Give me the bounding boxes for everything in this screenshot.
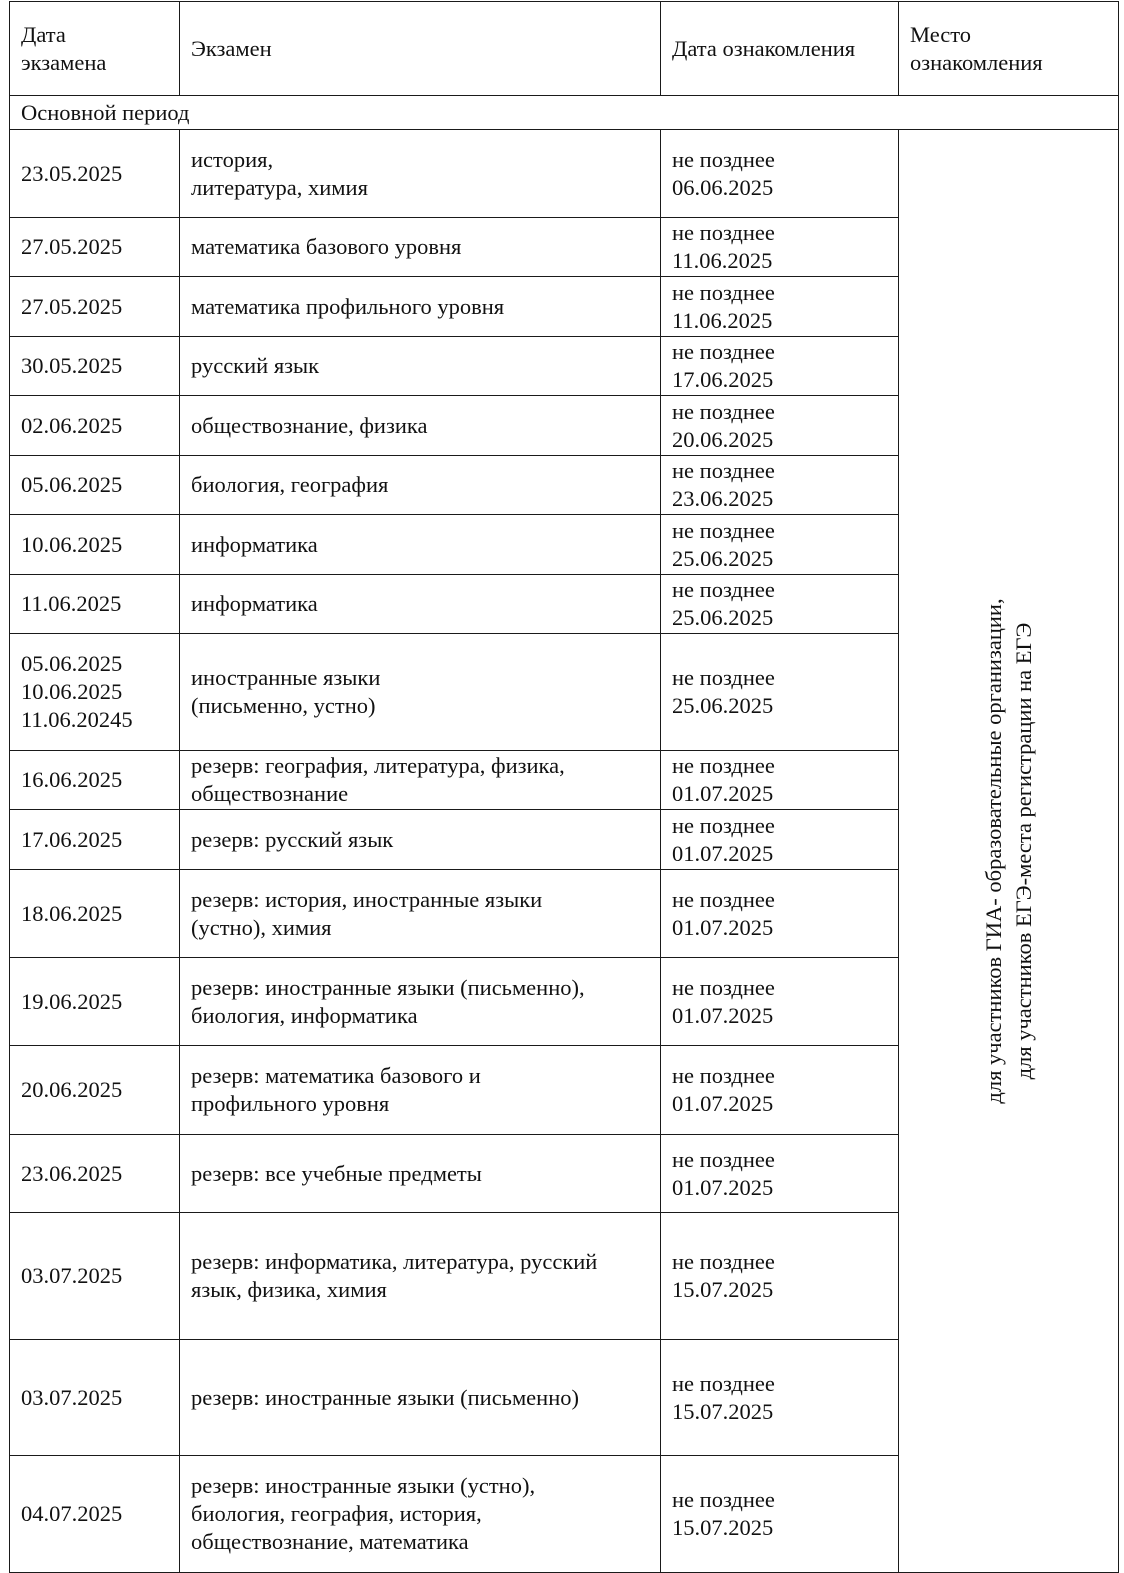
- familiarization-date: 01.07.2025: [672, 1002, 774, 1028]
- familiarization-date-cell: [661, 575, 899, 634]
- exam-subject-cell: [180, 751, 661, 810]
- header-familiarization-place: Место ознакомления: [899, 2, 1119, 96]
- exam-subject: обществознание, математика: [191, 1529, 469, 1554]
- exam-subject: иностранные языки: [191, 665, 381, 690]
- exam-schedule-table: [9, 1, 1119, 1573]
- header-exam: Экзамен: [180, 2, 661, 96]
- familiarization-place-line: для участников ГИА- образовательные организации,: [980, 598, 1006, 1104]
- exam-date: 03.07.2025: [21, 1263, 123, 1288]
- familiarization-date: не позднее: [672, 1487, 775, 1512]
- exam-date-cell: [10, 1456, 180, 1573]
- familiarization-date: не позднее: [672, 1370, 775, 1396]
- exam-subject: резерв: русский язык: [191, 826, 394, 852]
- familiarization-date: 11.06.2025: [672, 248, 773, 273]
- exam-subject-cell: [180, 1340, 661, 1456]
- exam-date: 16.06.2025: [21, 767, 123, 792]
- exam-subject-cell: [180, 810, 661, 870]
- exam-subject: резерв: информатика, литература, русский: [191, 1249, 598, 1274]
- familiarization-date: 15.07.2025: [672, 1277, 774, 1302]
- exam-subject: математика профильного уровня: [191, 293, 505, 319]
- familiarization-date: 25.06.2025: [672, 693, 774, 718]
- exam-date-cell: [10, 277, 180, 337]
- exam-subject-cell: [180, 218, 661, 277]
- familiarization-date: 01.07.2025: [672, 840, 774, 866]
- familiarization-date: 17.06.2025: [672, 367, 774, 392]
- familiarization-date-cell: [661, 515, 899, 575]
- familiarization-date-cell: [661, 870, 899, 958]
- exam-subject: язык, физика, химия: [191, 1277, 387, 1302]
- familiarization-date-cell: [661, 1046, 899, 1135]
- familiarization-date: не позднее: [672, 398, 775, 424]
- exam-subject: резерв: все учебные предметы: [191, 1160, 482, 1186]
- exam-date-cell: [10, 1135, 180, 1213]
- familiarization-date-cell: [661, 634, 899, 751]
- exam-subject-cell: [180, 1135, 661, 1213]
- exam-date: 20.06.2025: [21, 1077, 123, 1102]
- familiarization-date: не позднее: [672, 665, 775, 690]
- familiarization-date-cell: [661, 1135, 899, 1213]
- familiarization-date-cell: [661, 751, 899, 810]
- exam-date-cell: [10, 218, 180, 277]
- exam-subject-cell: [180, 1046, 661, 1135]
- exam-subject-cell: [180, 1213, 661, 1340]
- exam-date: 27.05.2025: [21, 293, 123, 319]
- exam-subject: обществознание, физика: [191, 412, 428, 438]
- exam-subject: информатика: [191, 531, 318, 557]
- exam-subject: (устно), химия: [191, 914, 332, 940]
- exam-date: 04.07.2025: [21, 1501, 123, 1526]
- familiarization-date: 01.07.2025: [672, 781, 774, 806]
- exam-date-cell: [10, 810, 180, 870]
- exam-date-cell: [10, 1340, 180, 1456]
- exam-date-cell: [10, 396, 180, 456]
- exam-subject: русский язык: [191, 353, 320, 378]
- familiarization-date: не позднее: [672, 577, 775, 602]
- exam-date: 11.06.2025: [21, 591, 122, 616]
- table-row: [10, 130, 1119, 218]
- exam-date-cell: [10, 1046, 180, 1135]
- familiarization-date: 23.06.2025: [672, 486, 774, 511]
- exam-date: 05.06.2025: [21, 472, 123, 497]
- familiarization-date-cell: [661, 130, 899, 218]
- exam-subject-cell: [180, 958, 661, 1046]
- familiarization-date: не позднее: [672, 753, 775, 778]
- familiarization-date: 06.06.2025: [672, 174, 774, 200]
- header-exam-date: Дата экзамена: [10, 2, 180, 96]
- familiarization-place-line: для участников ЕГЭ-места регистрации на ЕГЭ: [1010, 622, 1036, 1080]
- exam-date: 05.06.2025: [21, 651, 123, 676]
- exam-subject: профильного уровня: [191, 1091, 390, 1116]
- exam-subject: биология, география: [191, 472, 389, 497]
- familiarization-date-cell: [661, 1340, 899, 1456]
- familiarization-date: не позднее: [672, 812, 775, 838]
- exam-subject: резерв: история, иностранные языки: [191, 886, 543, 912]
- table-header-row: [10, 2, 1119, 96]
- exam-date-cell: [10, 870, 180, 958]
- exam-date-cell: [10, 575, 180, 634]
- familiarization-date: 15.07.2025: [672, 1515, 774, 1540]
- familiarization-date: не позднее: [672, 220, 775, 245]
- familiarization-date: 25.06.2025: [672, 545, 774, 571]
- familiarization-date-cell: [661, 277, 899, 337]
- header-familiarization-date: Дата ознакомления: [661, 2, 899, 96]
- exam-subject-cell: [180, 1456, 661, 1573]
- exam-subject-cell: [180, 634, 661, 751]
- exam-subject: математика базового уровня: [191, 234, 462, 259]
- familiarization-date: не позднее: [672, 339, 775, 364]
- familiarization-date-cell: [661, 218, 899, 277]
- exam-date: 19.06.2025: [21, 988, 123, 1014]
- familiarization-date-cell: [661, 958, 899, 1046]
- exam-subject: история,: [191, 146, 274, 172]
- familiarization-date: не позднее: [672, 146, 775, 172]
- exam-subject: биология, география, история,: [191, 1501, 482, 1526]
- exam-date-cell: [10, 634, 180, 751]
- exam-date: 11.06.20245: [21, 707, 133, 732]
- familiarization-date: 01.07.2025: [672, 914, 774, 940]
- familiarization-date-cell: [661, 396, 899, 456]
- exam-subject-cell: [180, 515, 661, 575]
- familiarization-date-cell: [661, 456, 899, 515]
- familiarization-date: не позднее: [672, 1249, 775, 1274]
- exam-subject: резерв: иностранные языки (письменно),: [191, 974, 585, 1000]
- familiarization-date: 01.07.2025: [672, 1091, 774, 1116]
- familiarization-date-cell: [661, 337, 899, 396]
- familiarization-date: 15.07.2025: [672, 1398, 774, 1424]
- period-label: Основной период: [10, 96, 1119, 130]
- exam-date: 23.06.2025: [21, 1160, 123, 1186]
- exam-date: 10.06.2025: [21, 679, 123, 704]
- exam-date: 18.06.2025: [21, 900, 123, 926]
- familiarization-place-text: [979, 251, 1039, 1451]
- exam-subject: резерв: география, литература, физика,: [191, 753, 565, 778]
- exam-date-cell: [10, 130, 180, 218]
- exam-subject-cell: [180, 337, 661, 396]
- familiarization-date: 11.06.2025: [672, 307, 773, 333]
- exam-subject-cell: [180, 575, 661, 634]
- exam-date-cell: [10, 751, 180, 810]
- exam-date: 27.05.2025: [21, 234, 123, 259]
- familiarization-date: 20.06.2025: [672, 426, 774, 452]
- exam-subject-cell: [180, 870, 661, 958]
- exam-date: 03.07.2025: [21, 1384, 123, 1410]
- exam-date: 10.06.2025: [21, 531, 123, 557]
- exam-subject: (письменно, устно): [191, 693, 376, 718]
- exam-subject-cell: [180, 277, 661, 337]
- exam-subject: резерв: иностранные языки (письменно): [191, 1384, 579, 1410]
- exam-date-cell: [10, 515, 180, 575]
- exam-date-cell: [10, 337, 180, 396]
- familiarization-date-cell: [661, 810, 899, 870]
- familiarization-date: не позднее: [672, 1146, 775, 1172]
- exam-subject: биология, информатика: [191, 1002, 418, 1028]
- period-row: [10, 96, 1119, 130]
- exam-date-cell: [10, 456, 180, 515]
- exam-subject: обществознание: [191, 781, 349, 806]
- exam-subject: информатика: [191, 591, 318, 616]
- exam-date-cell: [10, 958, 180, 1046]
- exam-subject: литература, химия: [191, 174, 368, 200]
- familiarization-date: не позднее: [672, 1063, 775, 1088]
- familiarization-date: 01.07.2025: [672, 1174, 774, 1200]
- familiarization-date: не позднее: [672, 517, 775, 543]
- familiarization-place-cell: [899, 130, 1119, 1573]
- familiarization-date: 25.06.2025: [672, 605, 774, 630]
- exam-subject: резерв: математика базового и: [191, 1063, 481, 1088]
- exam-subject-cell: [180, 396, 661, 456]
- exam-date-cell: [10, 1213, 180, 1340]
- exam-date: 23.05.2025: [21, 160, 123, 186]
- familiarization-date-cell: [661, 1456, 899, 1573]
- exam-subject: резерв: иностранные языки (устно),: [191, 1473, 536, 1498]
- exam-date: 02.06.2025: [21, 412, 123, 438]
- exam-date: 17.06.2025: [21, 826, 123, 852]
- table-body: [10, 2, 1119, 1573]
- familiarization-date: не позднее: [672, 279, 775, 305]
- familiarization-date-cell: [661, 1213, 899, 1340]
- exam-date: 30.05.2025: [21, 353, 123, 378]
- exam-subject-cell: [180, 456, 661, 515]
- familiarization-date: не позднее: [672, 458, 775, 483]
- familiarization-date: не позднее: [672, 886, 775, 912]
- familiarization-date: не позднее: [672, 974, 775, 1000]
- exam-subject-cell: [180, 130, 661, 218]
